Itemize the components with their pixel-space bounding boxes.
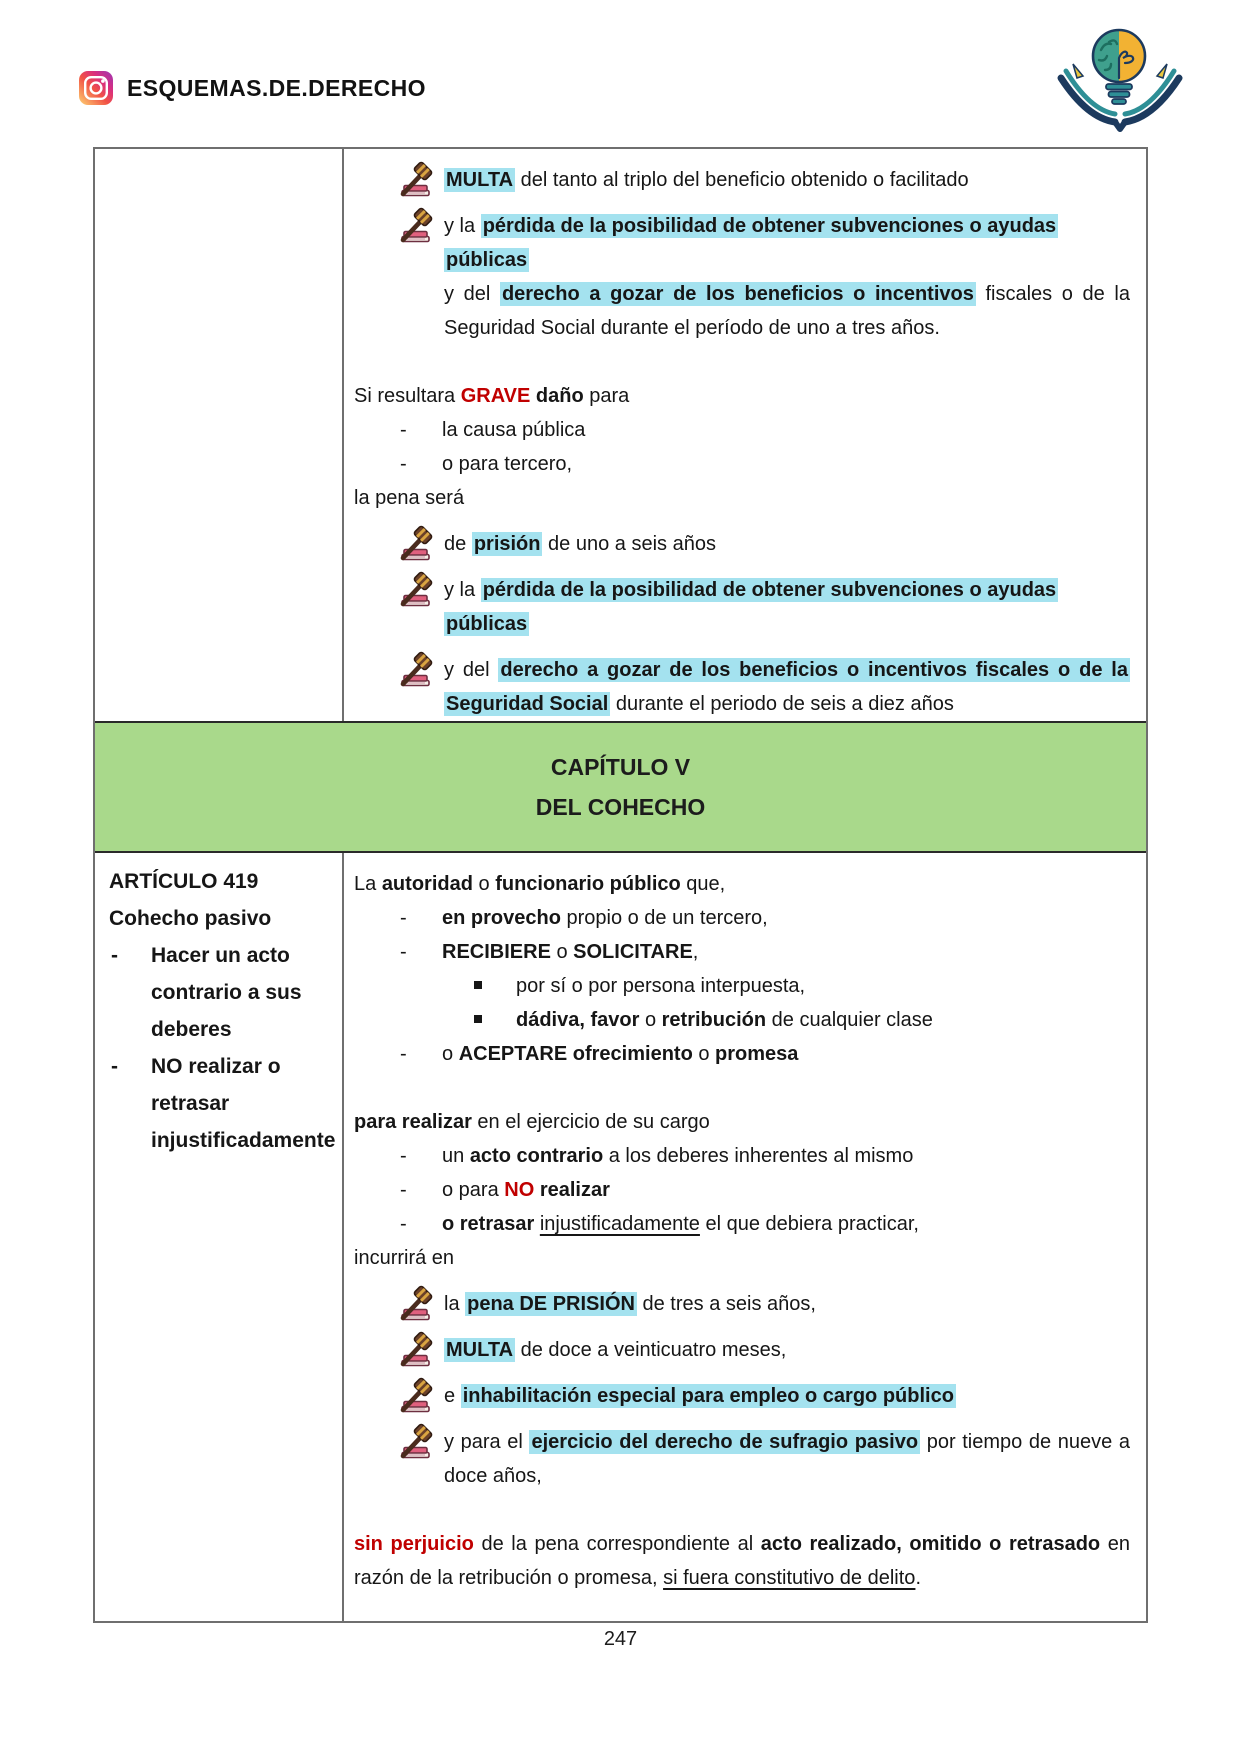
text-segment: o [692,1043,716,1065]
text-segment: sin perjuicio [354,1533,474,1555]
paragraph [354,867,1130,901]
penalties-row [95,149,1146,721]
text-segment: que, [680,873,726,895]
article-419-row [95,853,1146,1621]
schema-table [93,147,1148,1623]
text-segment: funcionario público [495,873,681,895]
text-segment: o [550,941,574,963]
text-segment: incurrirá en [354,1247,455,1269]
chapter-banner [95,721,1146,853]
dash-bullet: - [400,941,407,963]
open-book-brain-lightbulb-logo [1049,18,1191,138]
text-segment: y la [444,215,481,237]
gavel-icon [396,1422,436,1462]
text-segment: o para tercero, [442,453,573,475]
paragraph [354,901,1130,935]
text-segment: de uno a seis años [542,533,716,555]
text-segment: y para el [444,1431,530,1453]
text-segment: en el ejercicio de su cargo [471,1111,710,1133]
square-bullet [474,981,482,989]
text-segment: SOLICITARE [573,941,693,963]
text-segment: inhabilitación especial para empleo o cargo público [462,1385,954,1407]
text-segment: el que debiera practicar, [699,1213,919,1235]
text-segment: de la pena correspondiente al [473,1533,761,1555]
gavel-icon [396,1284,436,1324]
paragraph [354,573,1130,641]
page-number: 247 [603,1628,638,1650]
penalties-left-cell-empty [95,149,344,721]
text-segment: si fuera constitutivo de delito [663,1567,916,1589]
dash-bullet: - [111,1055,118,1078]
text-segment: y la [444,579,481,601]
text-segment: de cualquier clase [766,1009,933,1031]
text-segment: promesa [715,1043,799,1065]
text-segment: la pena será [354,487,465,509]
header [78,70,426,106]
text-segment: la [444,1293,466,1315]
text-segment: MULTA [446,1339,514,1361]
article-419-summary [95,853,344,1621]
spacer [354,1071,1130,1105]
text-segment: autoridad [381,873,473,895]
text-segment: de [444,533,472,555]
text-segment: daño [530,385,584,407]
text-segment: NO realizar o retrasar injustificadamente [151,1055,336,1152]
text-segment: pérdida de la posibilidad de obtener subvenciones o ayudas públicas [446,215,1057,271]
paragraph [354,1379,1130,1413]
text-segment: derecho a gozar de los beneficios o incentivos [501,283,974,305]
paragraph [354,277,1130,345]
paragraph [354,1105,1130,1139]
dash-bullet: - [400,1043,407,1065]
text-segment: La [354,873,382,895]
dash-bullet: - [400,1213,407,1235]
text-segment: NO [504,1179,535,1201]
paragraph [107,863,334,900]
text-segment: , [692,941,699,963]
paragraph [354,447,1130,481]
gavel-icon [396,206,436,246]
text-segment: un [442,1145,470,1167]
text-segment: fiscales o de la Seguridad Social durante el período de uno a tres años. [444,283,1130,339]
dash-bullet: - [400,453,407,475]
paragraph [107,937,334,1048]
paragraph [354,379,1130,413]
paragraph [354,1241,1130,1275]
text-segment: prisión [473,533,541,555]
paragraph [107,900,334,937]
paragraph [354,163,1130,197]
dash-bullet: - [400,1145,407,1167]
gavel-icon [396,1330,436,1370]
chapter-title: CAPÍTULO V [550,754,691,780]
paragraph [354,935,1130,969]
text-segment: RECIBIERE [442,941,551,963]
text-segment: Si resultara [354,385,461,407]
text-segment: retribución [661,1009,767,1031]
gavel-icon [396,650,436,690]
paragraph [354,527,1130,561]
text-segment: a los deberes inherentes al mismo [603,1145,914,1167]
paragraph [354,1173,1130,1207]
text-segment: e [444,1385,461,1407]
text-segment: . [915,1567,921,1589]
text-segment: MULTA [446,169,514,191]
paragraph [354,1287,1130,1321]
dash-bullet: - [400,907,407,929]
dash-bullet: - [400,419,407,441]
instagram-icon [78,70,114,106]
paragraph [354,969,1130,1003]
paragraph [354,1425,1130,1493]
text-segment: Cohecho pasivo [109,907,272,930]
text-segment: en razón de la retribución o promesa, [354,1533,1131,1589]
paragraph [107,1048,334,1159]
text-segment: de tres a seis años, [636,1293,816,1315]
paragraph [354,653,1130,721]
paragraph [354,1037,1130,1071]
dash-bullet: - [400,1179,407,1201]
paragraph [354,1207,1130,1241]
text-segment: por sí o por persona interpuesta, [516,975,806,997]
text-segment: ACEPTARE ofrecimiento [458,1043,693,1065]
spacer [354,345,1130,379]
spacer [354,1493,1130,1527]
text-segment: la causa pública [442,419,586,441]
text-segment: del tanto al triplo del beneficio obtenido o facilitado [515,169,969,191]
square-bullet [474,1015,482,1023]
text-segment: o para [442,1179,505,1201]
text-segment: o [472,873,496,895]
paragraph [354,1333,1130,1367]
text-segment: y del [444,283,500,305]
text-segment: de doce a veinticuatro meses, [515,1339,787,1361]
text-segment: propio o de un tercero, [560,907,768,929]
paragraph [354,209,1130,277]
text-segment: dádiva, favor [516,1009,640,1031]
text-segment: GRAVE [460,385,531,407]
text-segment: derecho a gozar de los beneficios o incentivos fiscales o de la Seguridad Social [446,659,1128,715]
paragraph [354,1527,1130,1595]
text-segment: pena DE PRISIÓN [467,1293,635,1315]
text-segment: y del [444,659,499,681]
gavel-icon [396,160,436,200]
text-segment: o [639,1009,662,1031]
paragraph [354,1139,1130,1173]
text-segment: para realizar [354,1111,472,1133]
text-segment: o [442,1043,459,1065]
text-segment: pérdida de la posibilidad de obtener subvenciones o ayudas públicas [446,579,1057,635]
text-segment: para [583,385,630,407]
text-segment: acto realizado, omitido o retrasado [760,1533,1101,1555]
text-segment: durante el periodo de seis a diez años [610,693,954,715]
text-segment: en provecho [442,907,561,929]
text-segment: realizar [539,1179,610,1201]
paragraph [354,481,1130,515]
text-segment: injustificadamente [539,1213,700,1235]
dash-bullet: - [111,944,118,967]
text-segment: o retrasar [442,1213,535,1235]
paragraph [354,413,1130,447]
penalties-content [344,149,1146,721]
gavel-icon [396,570,436,610]
gavel-icon [396,524,436,564]
text-segment: ARTÍCULO 419 [109,870,259,893]
text-segment: por tiempo de nueve a doce años, [444,1431,1131,1487]
text-segment: ejercicio del derecho de sufragio pasivo [531,1431,919,1453]
chapter-subtitle: DEL COHECHO [535,794,706,820]
gavel-icon [396,1376,436,1416]
text-segment: Hacer un acto contrario a sus deberes [151,944,302,1041]
brand-name: ESQUEMAS.DE.DERECHO [127,74,426,101]
paragraph [354,1003,1130,1037]
article-419-content [344,853,1146,1621]
text-segment: acto contrario [469,1145,604,1167]
